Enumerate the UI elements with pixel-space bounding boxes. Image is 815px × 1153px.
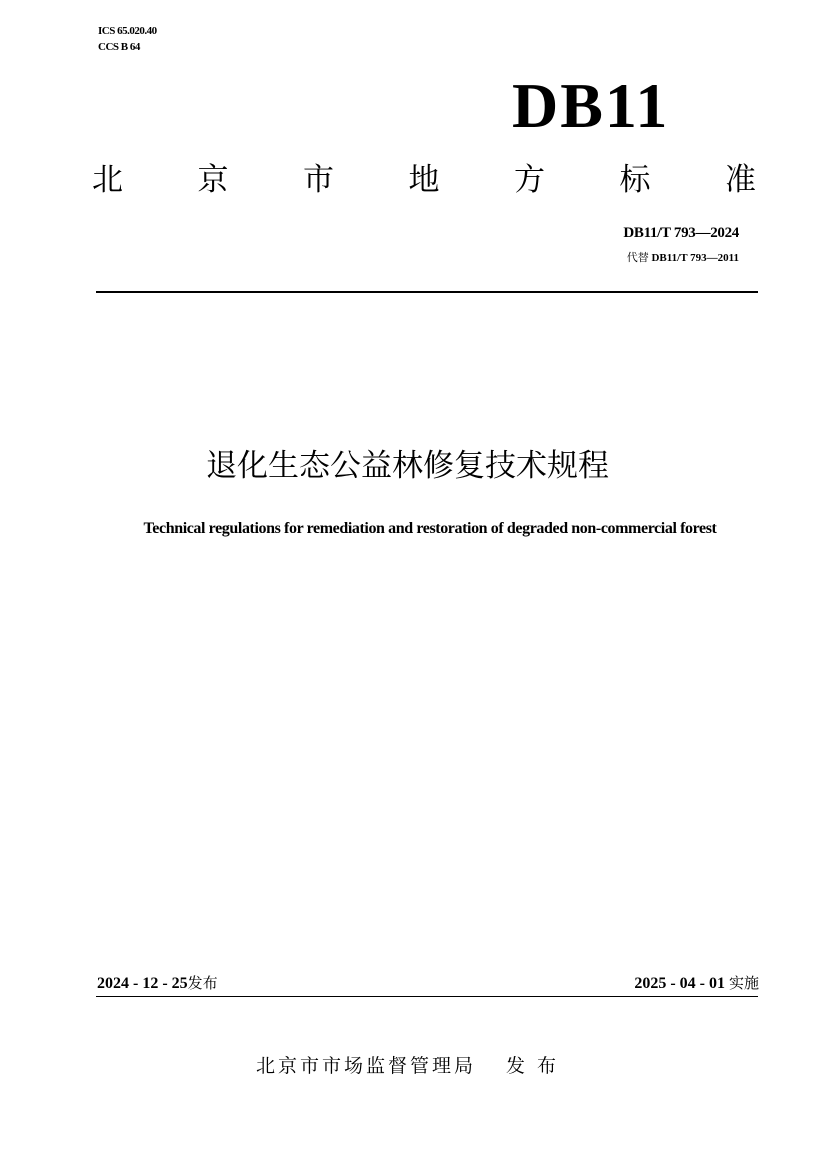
standard-number: DB11/T 793—2024 [623,225,739,241]
issue-label: 发布 [187,974,218,992]
document-title-chinese: 退化生态公益林修复技术规程 [206,448,609,484]
document-title-english: Technical regulations for remediation and restoration of degraded non-commercial forest [143,520,717,537]
header-divider [96,291,758,293]
publisher-name: 北京市市场监督管理局 [255,1055,476,1077]
issue-date: 2024 - 12 - 25 [97,975,188,992]
standard-type-char: 京 [197,162,229,198]
replaces-number: DB11/T 793—2011 [651,252,739,264]
standard-type-heading [92,160,756,200]
implement-label: 实施 [728,974,759,992]
issue-date-line [97,972,218,995]
ccs-code: CCS B 64 [98,41,140,53]
replaces-label: 代替 [626,251,649,264]
standard-type-char: 市 [303,162,334,198]
standard-type-char: 北 [92,162,123,198]
publish-label: 发 布 [505,1055,560,1077]
standard-logo: DB11 [512,70,670,141]
implement-date: 2025 - 04 - 01 [634,975,725,992]
replaces-line [627,250,739,266]
footer-divider [96,996,758,997]
publisher-line [0,1053,815,1079]
ics-code: ICS 65.020.40 [98,25,157,37]
standard-type-char: 标 [619,162,651,198]
implement-date-line [634,972,759,995]
standard-type-char: 准 [725,162,756,198]
standard-type-char: 地 [408,162,440,198]
standard-type-char: 方 [514,162,545,198]
